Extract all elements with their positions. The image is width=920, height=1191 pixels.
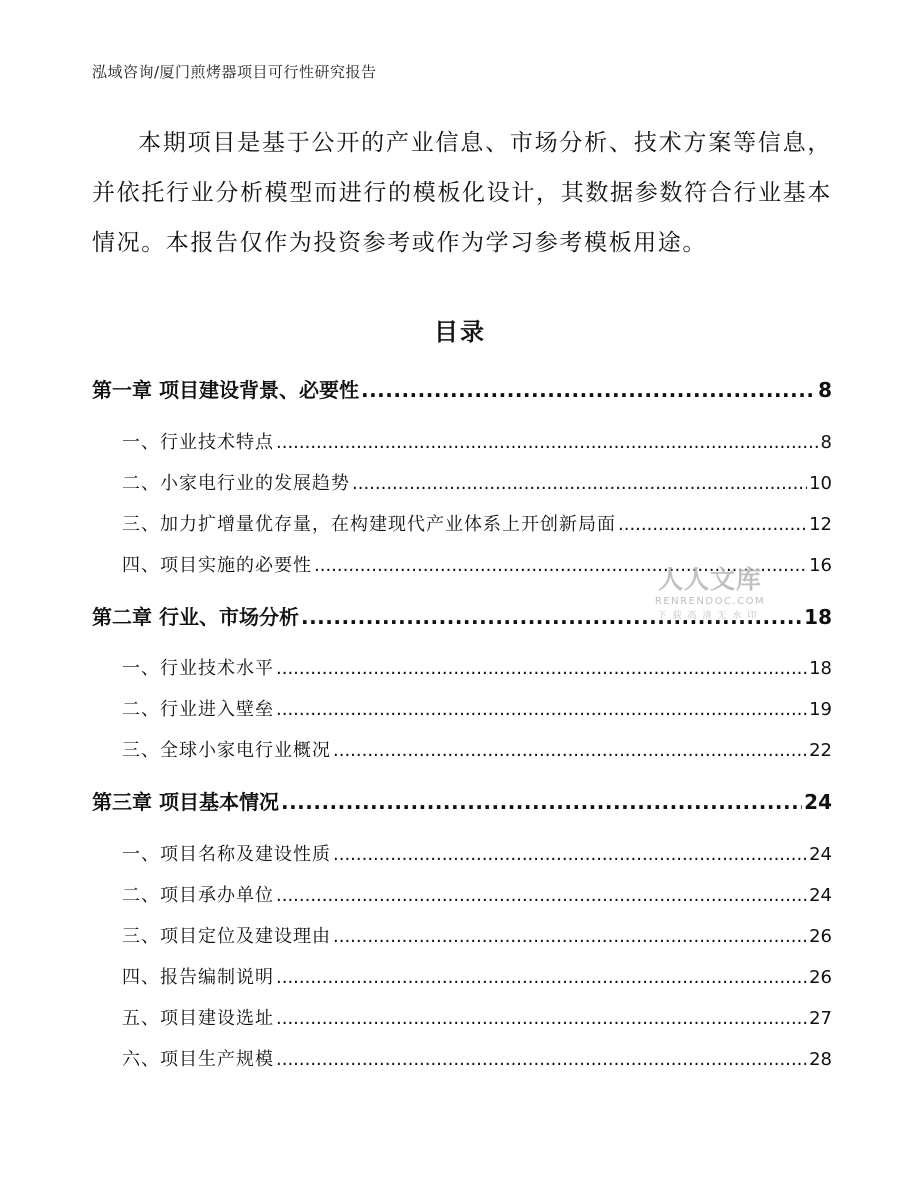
toc-leader [276, 699, 807, 720]
toc-section[interactable] [122, 963, 832, 989]
toc-entry-label: 小家电行业的发展趋势 [160, 473, 350, 494]
toc-page-number: 8 [820, 432, 832, 453]
toc-entry-label: 加力扩增量优存量，在构建现代产业体系上开创新局面 [160, 514, 616, 535]
toc-page-number: 16 [809, 555, 832, 576]
watermark-logo-text: 人人文库 [657, 565, 762, 594]
toc-entry-label: 项目实施的必要性 [160, 555, 312, 576]
toc-leader [333, 740, 807, 761]
toc-page-number: 26 [809, 967, 832, 988]
toc-section[interactable] [122, 654, 832, 680]
toc-section[interactable] [122, 881, 832, 907]
toc-chapter-1[interactable] [92, 374, 832, 403]
toc-section-number: 二、 [122, 473, 160, 494]
toc-page-number: 28 [809, 1049, 832, 1070]
toc-chapter-3[interactable] [92, 786, 832, 815]
toc-entry-label: 行业进入壁垒 [160, 699, 274, 720]
toc-section-number: 四、 [122, 967, 160, 988]
toc-entry-label: 全球小家电行业概况 [160, 740, 331, 761]
toc-section[interactable] [122, 695, 832, 721]
toc-entry-label: 第二章 行业、市场分析 [92, 605, 299, 629]
toc-section-number: 四、 [122, 555, 160, 576]
toc-page-number: 8 [818, 378, 832, 402]
toc-leader [352, 473, 807, 494]
toc-leader [276, 967, 807, 988]
toc-entry-label: 第三章 项目基本情况 [92, 790, 279, 814]
toc-page-number: 10 [809, 473, 832, 494]
toc-section-number: 二、 [122, 699, 160, 720]
toc-section-number: 三、 [122, 514, 160, 535]
toc-page-number: 18 [809, 658, 832, 679]
toc-page-number: 22 [809, 740, 832, 761]
toc-section-number: 一、 [122, 658, 160, 679]
toc-entry-label: 项目建设选址 [160, 1008, 274, 1029]
toc-section-number: 三、 [122, 926, 160, 947]
watermark-tagline: 下载高清无水印 [657, 611, 763, 621]
toc-leader [276, 885, 807, 906]
toc-entry-label: 项目生产规模 [160, 1049, 274, 1070]
toc-page-number: 26 [809, 926, 832, 947]
toc-entry-label: 项目定位及建设理由 [160, 926, 331, 947]
toc-section-number: 二、 [122, 885, 160, 906]
toc-section[interactable] [122, 1045, 832, 1071]
toc-entry-label: 第一章 项目建设背景、必要性 [92, 378, 359, 402]
toc-section-number: 一、 [122, 844, 160, 865]
toc-leader [276, 1008, 807, 1029]
toc-leader [333, 844, 807, 865]
toc-page-number: 18 [804, 605, 832, 629]
toc-section[interactable] [122, 469, 832, 495]
toc-section[interactable] [122, 922, 832, 948]
toc-leader [281, 790, 802, 814]
toc-section-number: 六、 [122, 1049, 160, 1070]
toc-section-number: 五、 [122, 1008, 160, 1029]
toc-entry-label: 行业技术特点 [160, 432, 274, 453]
toc-section-number: 三、 [122, 740, 160, 761]
toc-leader [333, 926, 807, 947]
toc-entry-label: 项目名称及建设性质 [160, 844, 331, 865]
toc-page-number: 24 [809, 885, 832, 906]
toc-leader [276, 432, 819, 453]
toc-section[interactable] [122, 428, 832, 454]
running-header: 泓域咨询/厦门煎烤器项目可行性研究报告 [92, 63, 377, 81]
intro-paragraph: 本期项目是基于公开的产业信息、市场分析、技术方案等信息，并依托行业分析模型而进行的模板化设计，其数据参数符合行业基本情况。本报告仅作为投资参考或作为学习参考模板用途。 [92, 130, 832, 256]
toc-section[interactable] [122, 736, 832, 762]
toc-page-number: 12 [809, 514, 832, 535]
toc-page-number: 19 [809, 699, 832, 720]
toc-page-number: 24 [804, 790, 832, 814]
toc-entry-label: 行业技术水平 [160, 658, 274, 679]
watermark-domain: RENRENDOC.COM [654, 596, 766, 607]
toc-page-number: 24 [809, 844, 832, 865]
toc-title: 目录 [434, 318, 486, 346]
toc-section[interactable] [122, 1004, 832, 1030]
toc-leader [276, 658, 807, 679]
toc-leader [276, 1049, 807, 1070]
toc-entry-label: 项目承办单位 [160, 885, 274, 906]
toc-section-number: 一、 [122, 432, 160, 453]
toc-section[interactable] [122, 840, 832, 866]
toc-leader [618, 514, 807, 535]
toc-page-number: 27 [809, 1008, 832, 1029]
toc-section[interactable] [122, 510, 832, 536]
toc-entry-label: 报告编制说明 [160, 967, 274, 988]
watermark [650, 565, 770, 623]
toc-leader [361, 378, 816, 402]
